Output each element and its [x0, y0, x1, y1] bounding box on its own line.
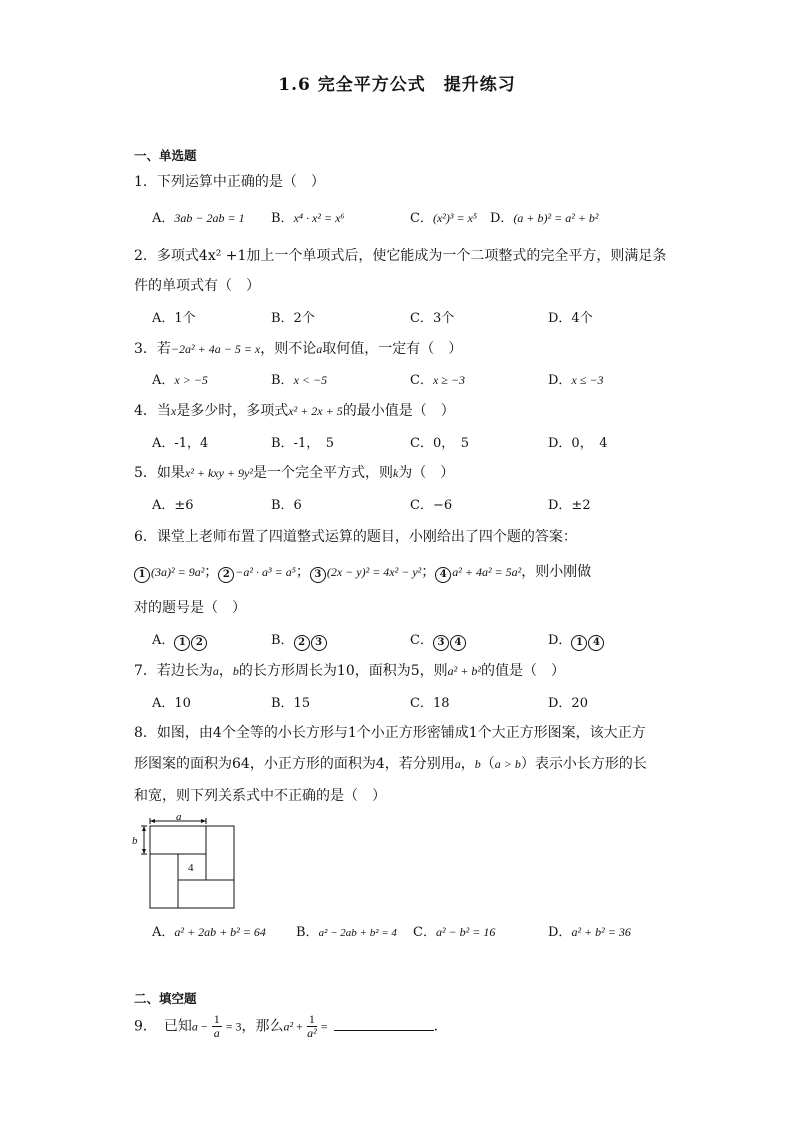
question-1-stem: 1．下列运算中正确的是（ ） — [134, 174, 325, 190]
q5-option-c: C．−6 — [410, 498, 453, 513]
q7-option-d: D．20 — [548, 696, 588, 711]
circled-number-1: 1 — [134, 567, 150, 583]
q6-option-b: B． 2 3 — [271, 629, 328, 651]
question-8-stem-line2: 形图案的面积为64，小正方形的面积为4，若分别用a，b（a > b）表示小长方形的长 — [134, 756, 647, 772]
q1-option-b: B．x⁴ · x² = x⁶ — [271, 211, 345, 226]
figure-label-a: a — [176, 811, 182, 823]
q4-option-b: B．-1， 5 — [271, 436, 334, 451]
q6-option-d: D． 1 4 — [548, 629, 605, 651]
question-6-stem-line3: 对的题号是（ ） — [134, 600, 246, 616]
fraction-1-over-a: $\frac{1}{a}$ — [213, 1012, 220, 1040]
question-7-stem: 7．若边长为a，b的长方形周长为10，面积为5，则a² + b²的值是（ ） — [134, 663, 565, 679]
q3-option-a: A．x > −5 — [152, 373, 208, 388]
q5-option-a: A．±6 — [152, 498, 194, 513]
q8-option-d: D．a² + b² = 36 — [548, 925, 631, 940]
answer-blank[interactable] — [334, 1018, 434, 1031]
q6-option-c: C． 3 4 — [410, 629, 467, 651]
q8-option-a: A．a² + 2ab + b² = 64 — [152, 925, 266, 940]
q7-option-a: A．10 — [152, 696, 191, 711]
q1-option-c: C．(x²)³ = x⁵ — [410, 211, 478, 226]
question-2-stem-line2: 件的单项式有（ ） — [134, 278, 260, 294]
circled-number-3: 3 — [310, 567, 326, 583]
q2-option-d: D．4个 — [548, 311, 593, 326]
q1-option-d: D．(a + b)² = a² + b² — [490, 211, 599, 226]
q5-option-b: B．6 — [271, 498, 302, 513]
q6-option-a: A． 1 2 — [152, 629, 208, 651]
question-4-stem: 4．当x是多少时，多项式x² + 2x + 5的最小值是（ ） — [134, 403, 455, 419]
question-9-stem: 9． 已知a − $\frac{1}{a}$ = 3，那么a² + $\frac{1}{\text{a²}}$ = ． — [134, 1012, 448, 1040]
q7-option-b: B．15 — [271, 696, 311, 711]
page-title: 1.6 完全平方公式 提升练习 — [278, 75, 516, 95]
section-heading-single-choice: 一、单选题 — [134, 148, 197, 163]
q4-option-a: A．-1，4 — [152, 436, 209, 451]
circled-number-4: 4 — [435, 567, 451, 583]
question-3-stem: 3．若−2a² + 4a − 5 = x，则不论a取何值，一定有（ ） — [134, 341, 463, 357]
q1-option-a: A．3ab − 2ab = 1 — [152, 211, 245, 226]
q3-option-b: B．x < −5 — [271, 373, 328, 388]
q2-option-a: A．1个 — [152, 311, 196, 326]
q3-option-c: C．x ≥ −3 — [410, 373, 465, 388]
q3-option-d: D．x ≤ −3 — [548, 373, 604, 388]
question-6-answers-line: 1 (3a)² = 9a²； 2 −a² · a³ = a⁵； 3 (2x − y)² = 4x² − y²； 4 a² + 4a² = 5a²，则小刚做 — [134, 561, 591, 583]
fraction-1-over-a-squared: $\frac{1}{\text{a²}}$ — [307, 1012, 317, 1040]
question-5-stem: 5．如果x² + kxy + 9y²是一个完全平方式，则k为（ ） — [134, 465, 455, 481]
question-2-stem-line1: 2．多项式4x² +1加上一个单项式后，使它能成为一个二项整式的完全平方，则满足条 — [134, 248, 667, 264]
figure-label-4: 4 — [188, 862, 194, 874]
figure-label-b: b — [132, 835, 138, 847]
q2-option-c: C．3个 — [410, 311, 455, 326]
q8-option-c: C．a² − b² = 16 — [413, 925, 496, 940]
question-8-stem-line3: 和宽，则下列关系式中不正确的是（ ） — [134, 788, 386, 804]
q8-option-b: B．a² − 2ab + b² = 4 — [296, 925, 397, 940]
section-heading-fill-in: 二、填空题 — [134, 991, 197, 1006]
question-6-stem-line1: 6．课堂上老师布置了四道整式运算的题目，小刚给出了四个题的答案： — [134, 529, 577, 545]
q4-option-c: C．0， 5 — [410, 436, 469, 451]
q5-option-d: D．±2 — [548, 498, 591, 513]
question-8-stem-line1: 8．如图，由4个全等的小长方形与1个小正方形密铺成1个大正方形图案，该大正方 — [134, 725, 646, 741]
square-tiling-figure — [130, 810, 240, 910]
circled-number-2: 2 — [218, 567, 234, 583]
q2-option-b: B．2个 — [271, 311, 315, 326]
q7-option-c: C．18 — [410, 696, 450, 711]
q4-option-d: D．0， 4 — [548, 436, 608, 451]
